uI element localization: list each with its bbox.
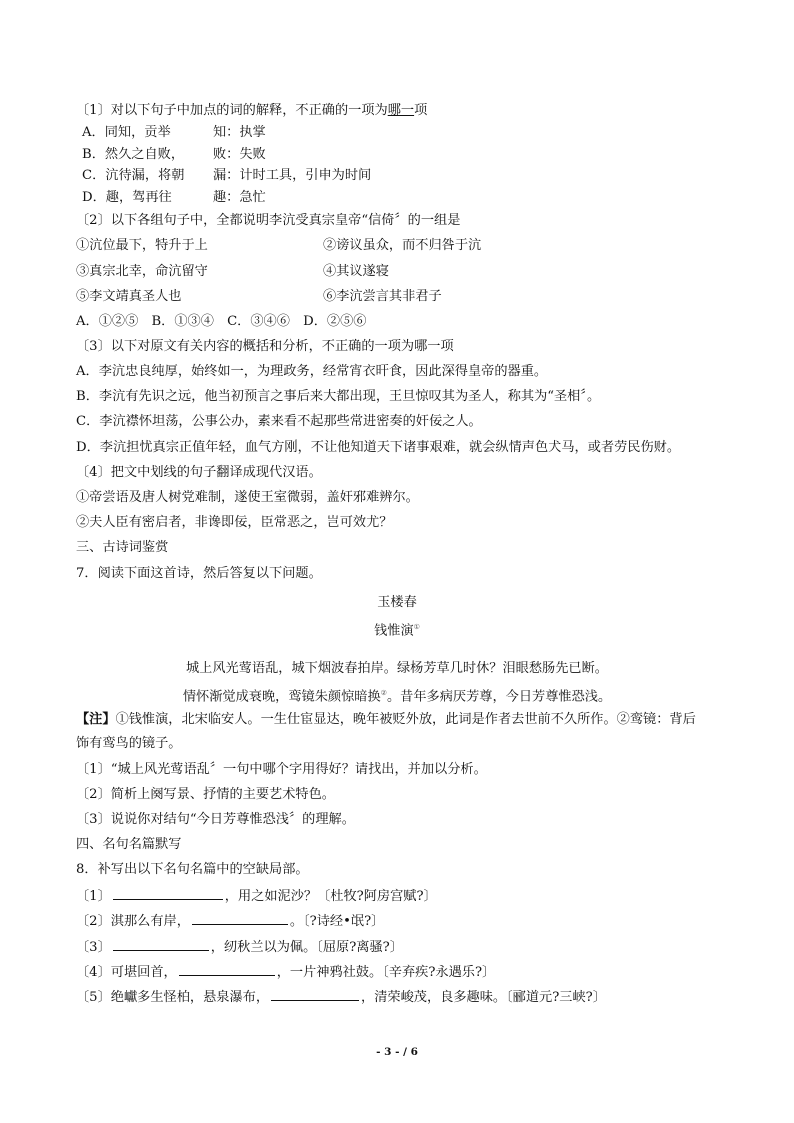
q6-3-option-b: B．李沆有先识之远，他当初预言之事后来大都出现，王旦惊叹其为圣人，称其为“圣相〞。: [76, 389, 601, 404]
q6-2-stem: 〔2〕以下各组句子中，全都说明李沆受真宗皇帝“信倚〞的一组是: [76, 213, 461, 228]
q6-4-stem: 〔4〕把文中划线的句子翻译成现代汉语。: [76, 465, 322, 480]
q8-item-1-pre: 〔1〕: [76, 889, 111, 904]
poem-line-2-note-mark: ②: [380, 689, 387, 697]
poem-line-2: [0, 685, 794, 705]
page-number: - 3 - / 6: [376, 1046, 418, 1058]
q7-note-line-2: 饰有鸾鸟的镜子。: [76, 736, 182, 751]
q6-2-item-3: ③真宗北幸，命沆留守: [76, 264, 208, 279]
poem-author: [0, 619, 794, 639]
q8-item-4-pre: 〔4〕可堪回首，: [76, 965, 177, 980]
q8-item-3-post: ，纫秋兰以为佩。〔屈原?离骚?〕: [210, 940, 403, 955]
q6-1-option-b: B．然久之自败，: [82, 147, 185, 162]
q8-item-4-post: ，一片神鸦社鼓。〔辛弃疾?永遇乐?〕: [276, 965, 496, 980]
q8-item-4: [76, 962, 495, 981]
poem-title: 玉楼春: [377, 595, 417, 610]
q6-2-item-5: ⑤李文靖真圣人也: [76, 289, 182, 304]
q8-item-2-pre: 〔2〕淇那么有岸，: [76, 914, 190, 929]
q8-item-5: [76, 987, 606, 1006]
q6-2-item-1: ①沆位最下，特升于上: [76, 238, 208, 253]
q8-stem: 8．补写出以下名句名篇中的空缺局部。: [76, 862, 309, 877]
q6-2-options: A．①②⑤ B．①③④ C．③④⑥ D．②⑤⑥: [76, 314, 367, 329]
q8-item-2: [76, 911, 384, 930]
fill-blank-4[interactable]: [179, 962, 275, 976]
q7-note-line-1: [76, 711, 696, 728]
q8-item-1-post: ，用之如泥沙？〔杜牧?阿房宫赋?〕: [224, 889, 437, 904]
q7-sub-1: 〔1〕“城上风光莺语乱〞一句中哪个字用得好？请找出，并加以分析。: [76, 762, 487, 777]
poem-author-note-mark: ①: [413, 623, 420, 631]
q6-4-sentence-1: ①帝尝语及唐人树党难制，遂使王室微弱，盖奸邪难辨尔。: [76, 490, 419, 505]
fill-blank-1[interactable]: [113, 886, 223, 900]
poem-line-2-b: 。昔年多病厌芳尊，今日芳尊惟恐浅。: [386, 689, 612, 705]
q8-item-1: [76, 886, 437, 905]
q6-2-item-4: ④其议遂寝: [323, 264, 389, 279]
q8-item-2-post: 。〔?诗经•氓?〕: [289, 914, 385, 929]
q6-1-option-a-def: 知：执掌: [213, 125, 266, 140]
q6-1-stem-underlined: 哪一: [387, 103, 415, 118]
q7-stem: 7．阅读下面这首诗，然后答复以下问题。: [76, 566, 322, 581]
q6-1-option-b-def: 败：失败: [213, 147, 266, 162]
section-heading-3: 三、古诗词鉴赏: [76, 540, 169, 555]
q6-1-option-a: A．同知，贡举: [82, 125, 171, 140]
q6-1-option-d: D．趣，驾再往: [82, 190, 172, 205]
q6-1-stem-text: 〔1〕对以下句子中加点的词的解释，不正确的一项为: [76, 103, 388, 118]
q6-3-option-a: A．李沆忠良纯厚，始终如一，为理政务，经常宵衣旰食，因此深得皇帝的器重。: [76, 364, 548, 379]
q7-note-text: ①钱惟演，北宋临安人。一生仕宦显达，晚年被贬外放，此词是作者去世前不久所作。②鸾镜：背后: [115, 712, 696, 727]
q6-3-option-d: D．李沆担忧真宗正值年轻，血气方刚，不让他知道天下诸事艰难，就会纵情声色犬马，或者劳民伤财。: [76, 440, 681, 455]
q6-2-item-2: ②谤议虽众，而不归咎于沆: [323, 238, 482, 253]
q8-item-5-post: ，清荣峻茂，良多趣味。〔郦道元?三峡?〕: [361, 990, 606, 1005]
q7-sub-3: 〔3〕说说你对结句“今日芳尊惟恐浅〞的理解。: [76, 812, 355, 827]
poem-line-2-a: 情怀渐觉成衰晚，鸾镜朱颜惊暗换: [182, 689, 381, 705]
fill-blank-2[interactable]: [192, 911, 288, 925]
poem-author-name: 钱惟演: [374, 623, 414, 639]
q7-note-label: 【注】: [76, 712, 116, 727]
q8-item-5-pre: 〔5〕绝巘多生怪柏，悬泉瀑布，: [76, 990, 270, 1005]
q6-1-stem-end: 项: [414, 103, 428, 118]
q6-1-stem: [76, 102, 427, 119]
q6-1-option-c: C．沆待漏，将朝: [82, 168, 185, 183]
q8-item-3-pre: 〔3〕: [76, 940, 111, 955]
q6-3-option-c: C．李沆襟怀坦荡，公事公办，素来看不起那些常进密奏的奸佞之人。: [76, 414, 482, 429]
q6-1-option-c-def: 漏：计时工具，引申为时间: [213, 168, 372, 183]
q6-1-option-d-def: 趣：急忙: [213, 190, 266, 205]
fill-blank-3[interactable]: [113, 937, 209, 951]
poem-line-1: 城上风光莺语乱，城下烟波春拍岸。绿杨芳草几时休？泪眼愁肠先已断。: [186, 661, 608, 676]
q6-2-item-6: ⑥李沆尝言其非君子: [323, 289, 442, 304]
fill-blank-5[interactable]: [271, 987, 359, 1001]
q6-4-sentence-2: ②夫人臣有密启者，非谗即佞，臣常恶之，岂可效尤？: [76, 515, 393, 530]
q6-3-stem: 〔3〕以下对原文有关内容的概括和分析，不正确的一项为哪一项: [76, 339, 454, 354]
q8-item-3: [76, 937, 403, 956]
q7-sub-2: 〔2〕简析上阕写景、抒情的主要艺术特色。: [76, 787, 335, 802]
section-heading-4: 四、名句名篇默写: [76, 837, 182, 852]
